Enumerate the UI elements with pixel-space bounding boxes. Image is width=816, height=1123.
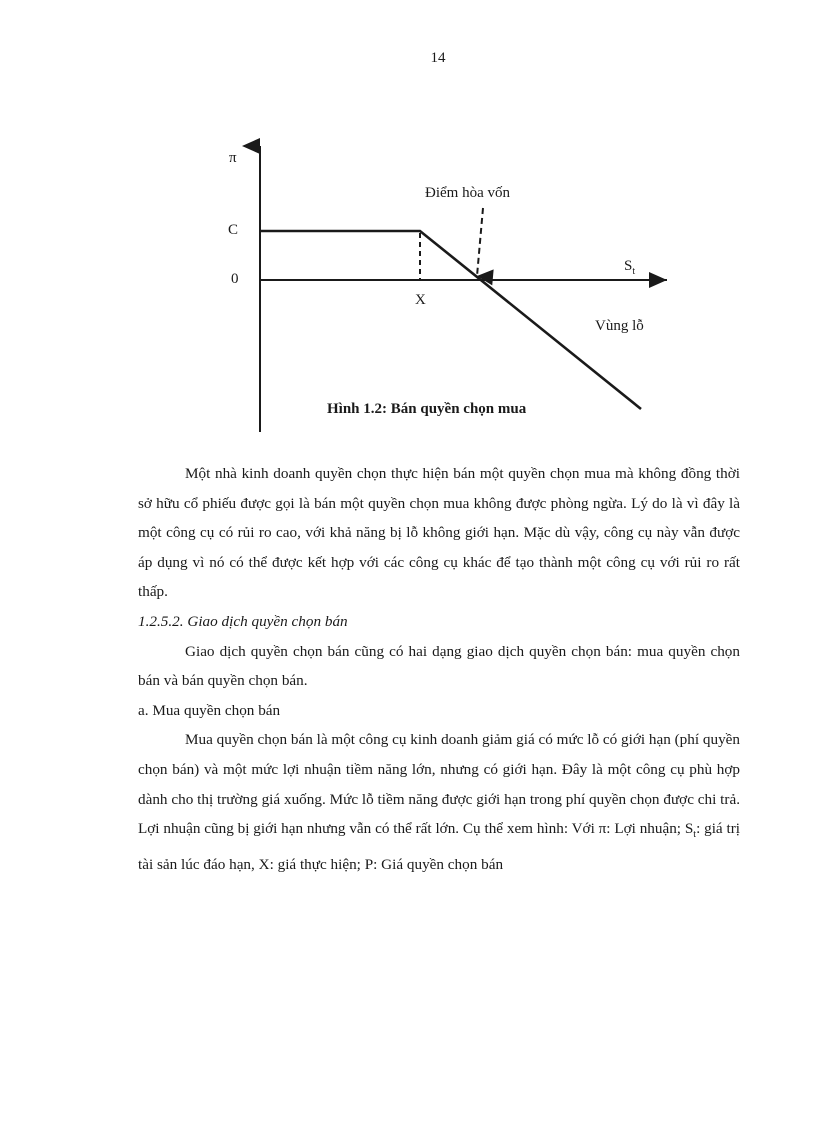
price-axis-label-sub: t [632, 266, 636, 277]
paragraph-buy-put [138, 725, 740, 879]
payoff-figure [0, 0, 816, 460]
premium-label: C [228, 222, 239, 238]
breakeven-dashed-arrow [477, 208, 483, 276]
y-axis-label: π [229, 150, 237, 166]
zero-label: 0 [231, 271, 239, 287]
price-axis-label-main: S [624, 258, 633, 274]
paragraph-unhedged-call: Một nhà kinh doanh quyền chọn thực hiện bán một quyền chọn mua mà không đồng thời sở hữu cổ phiếu được gọi là bán một quyền chọn mua không được phòng ngừa. Lý do là vì đây là một công cụ có rủi ro cao, với khả năng bị lỗ không giới hạn. Mặc dù vậy, công cụ này vẫn được áp dụng vì nó có thể được kết hợp với các công cụ khác để tạo thành một công cụ với rủi ro rất thấp. [138, 465, 740, 601]
paragraph-buy-put-part1: Mua quyền chọn bán là một công cụ kinh doanh giảm giá có mức lỗ có giới hạn (phí quyền chọn bán) và một mức lợi nhuận tiềm năng lớn, nhưng có giới hạn. Đây là một công cụ phù hợp dành cho thị trường giá xuống. Mức lỗ tiềm năng được giới hạn trong phí quyền chọn được chi trả. Lợi nhuận cũng bị giới hạn nhưng vẫn có thể rất lớn. Cụ thể xem hình: Với π: Lợi nhuận; S [138, 731, 740, 838]
strike-label: X [415, 292, 426, 308]
breakeven-label: Điểm hòa vốn [425, 185, 510, 201]
figure-caption: Hình 1.2: Bán quyền chọn mua [327, 401, 527, 417]
subheading-buy-put: a. Mua quyền chọn bán [138, 701, 281, 719]
section-heading-put-trading: 1.2.5.2. Giao dịch quyền chọn bán [138, 612, 348, 630]
paragraph-put-types: Giao dịch quyền chọn bán cũng có hai dạng giao dịch quyền chọn bán: mua quyền chọn bán và bán quyền chọn bán. [138, 642, 740, 690]
payoff-diagram [0, 0, 816, 460]
price-axis-label [624, 258, 635, 277]
paragraph-buy-put-part2: : giá trị tài sản lúc đáo hạn, X: giá thực hiện; P: Giá quyền chọn bán [138, 820, 740, 873]
payoff-line [260, 231, 641, 409]
body-text [138, 459, 740, 879]
paragraph-buy-put-subscript: t [693, 829, 697, 841]
page-number: 14 [430, 50, 446, 66]
loss-zone-label: Vùng lỗ [595, 318, 644, 334]
